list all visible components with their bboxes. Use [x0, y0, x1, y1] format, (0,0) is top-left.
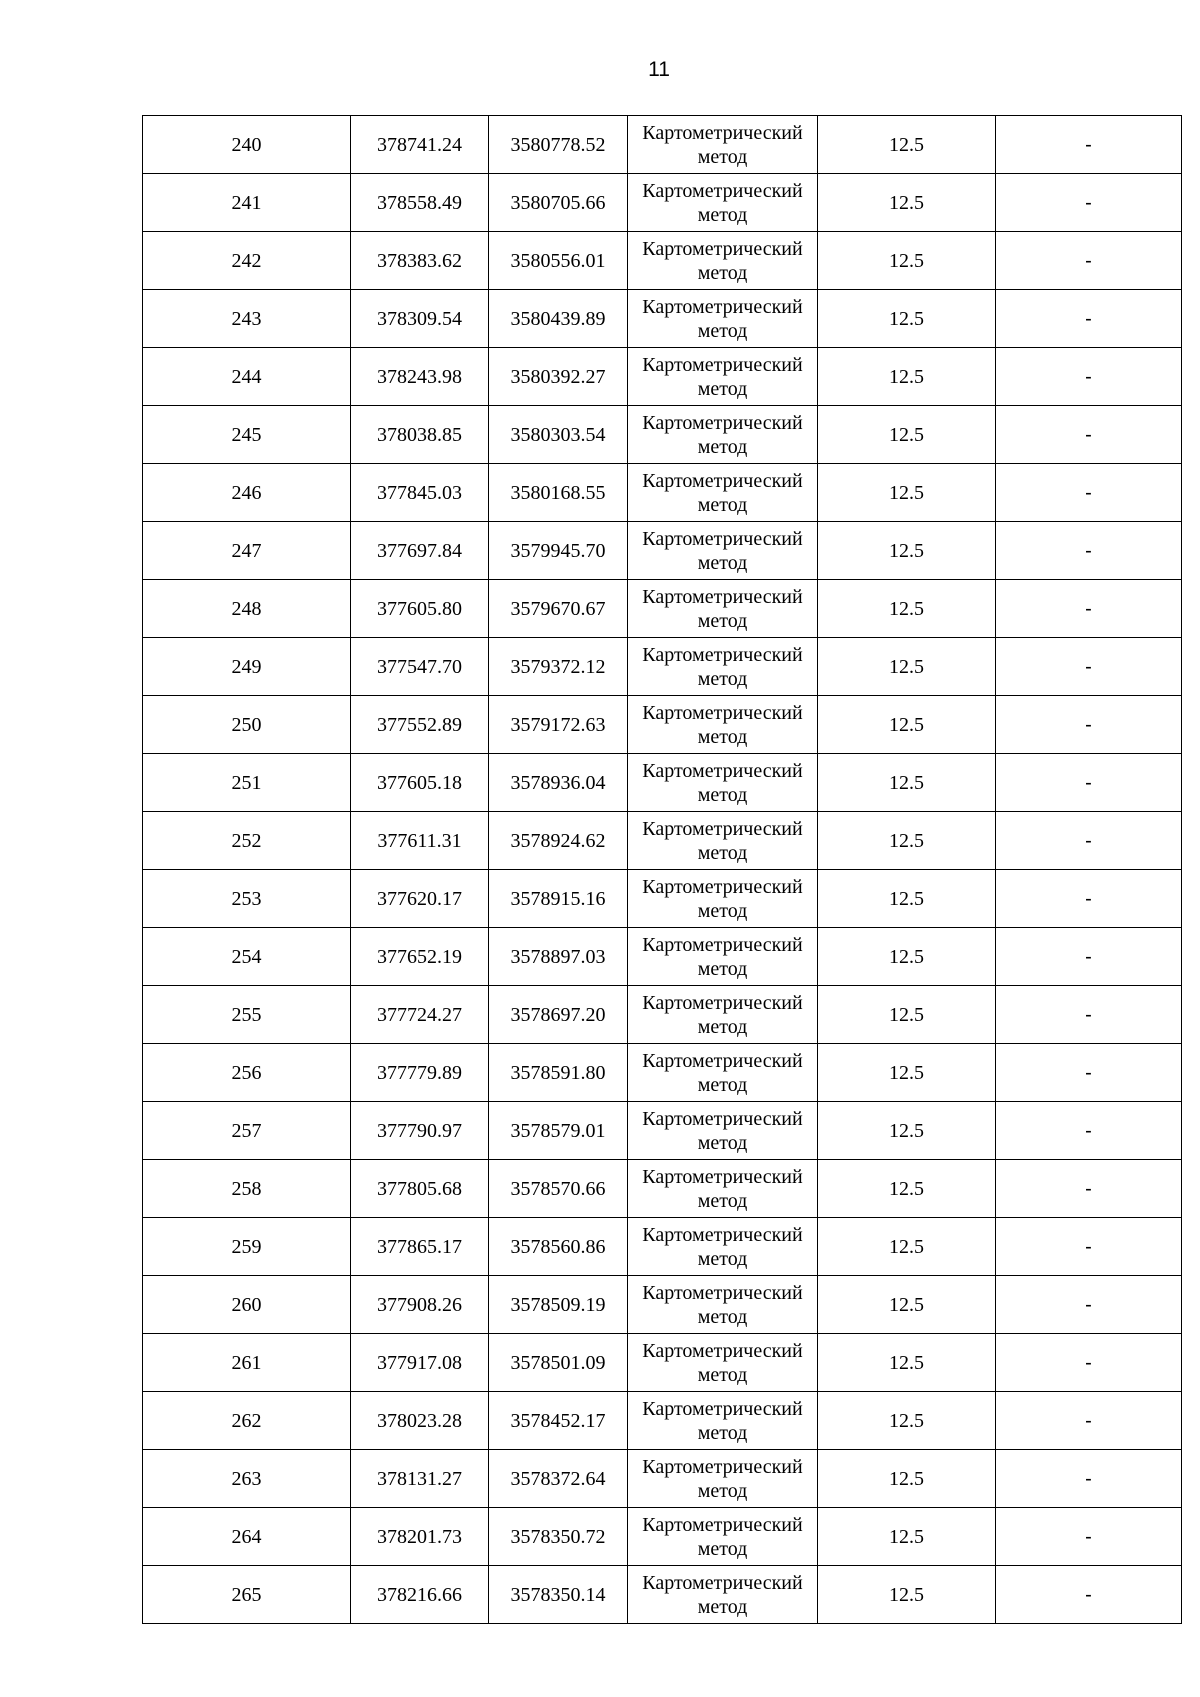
- x-coordinate-cell: 378038.85: [351, 406, 489, 464]
- method-line-2: метод: [697, 1073, 748, 1096]
- x-coordinate-cell: 377865.17: [351, 1218, 489, 1276]
- method-line-2: метод: [697, 1247, 748, 1270]
- method-line-1: Картометрический: [642, 701, 803, 724]
- accuracy-cell: 12.5: [818, 522, 996, 580]
- table-row: [143, 1566, 1182, 1624]
- table-row: [143, 638, 1182, 696]
- x-coordinate-cell: 377805.68: [351, 1160, 489, 1218]
- method-line-2: метод: [697, 1421, 748, 1444]
- table-row: [143, 696, 1182, 754]
- point-number-cell: 261: [143, 1334, 351, 1392]
- method-line-2: метод: [697, 1363, 748, 1386]
- point-number-cell: 257: [143, 1102, 351, 1160]
- x-coordinate-cell: 377652.19: [351, 928, 489, 986]
- point-number-cell: 252: [143, 812, 351, 870]
- point-number-cell: 242: [143, 232, 351, 290]
- method-line-1: Картометрический: [642, 179, 803, 202]
- method-cell: [628, 232, 818, 290]
- method-cell: [628, 1334, 818, 1392]
- method-line-1: Картометрический: [642, 121, 803, 144]
- accuracy-cell: 12.5: [818, 1276, 996, 1334]
- method-line-2: метод: [697, 957, 748, 980]
- method-cell: [628, 696, 818, 754]
- accuracy-cell: 12.5: [818, 986, 996, 1044]
- method-line-2: метод: [697, 1131, 748, 1154]
- table-row: [143, 1276, 1182, 1334]
- method-line-1: Картометрический: [642, 527, 803, 550]
- point-number-cell: 250: [143, 696, 351, 754]
- point-number-cell: 245: [143, 406, 351, 464]
- accuracy-cell: 12.5: [818, 1334, 996, 1392]
- y-coordinate-cell: 3578501.09: [489, 1334, 628, 1392]
- method-line-2: метод: [697, 493, 748, 516]
- method-line-1: Картометрический: [642, 643, 803, 666]
- method-line-1: Картометрический: [642, 991, 803, 1014]
- method-cell: [628, 1160, 818, 1218]
- note-cell: -: [996, 580, 1182, 638]
- method-line-2: метод: [697, 667, 748, 690]
- y-coordinate-cell: 3578924.62: [489, 812, 628, 870]
- method-cell: [628, 1044, 818, 1102]
- note-cell: -: [996, 986, 1182, 1044]
- method-cell: [628, 1566, 818, 1624]
- method-line-2: метод: [697, 609, 748, 632]
- method-line-2: метод: [697, 319, 748, 342]
- y-coordinate-cell: 3578372.64: [489, 1450, 628, 1508]
- y-coordinate-cell: 3578350.14: [489, 1566, 628, 1624]
- x-coordinate-cell: 377547.70: [351, 638, 489, 696]
- accuracy-cell: 12.5: [818, 1450, 996, 1508]
- method-line-1: Картометрический: [642, 295, 803, 318]
- method-line-2: метод: [697, 783, 748, 806]
- y-coordinate-cell: 3578452.17: [489, 1392, 628, 1450]
- method-line-2: метод: [697, 841, 748, 864]
- x-coordinate-cell: 378383.62: [351, 232, 489, 290]
- y-coordinate-cell: 3578591.80: [489, 1044, 628, 1102]
- method-line-2: метод: [697, 1305, 748, 1328]
- note-cell: -: [996, 522, 1182, 580]
- x-coordinate-cell: 377790.97: [351, 1102, 489, 1160]
- x-coordinate-cell: 378741.24: [351, 116, 489, 174]
- note-cell: -: [996, 638, 1182, 696]
- note-cell: -: [996, 696, 1182, 754]
- x-coordinate-cell: 377845.03: [351, 464, 489, 522]
- accuracy-cell: 12.5: [818, 464, 996, 522]
- y-coordinate-cell: 3579172.63: [489, 696, 628, 754]
- page-number: 11: [648, 58, 670, 81]
- x-coordinate-cell: 377917.08: [351, 1334, 489, 1392]
- y-coordinate-cell: 3580778.52: [489, 116, 628, 174]
- accuracy-cell: 12.5: [818, 406, 996, 464]
- point-number-cell: 254: [143, 928, 351, 986]
- method-line-1: Картометрический: [642, 933, 803, 956]
- accuracy-cell: 12.5: [818, 754, 996, 812]
- point-number-cell: 244: [143, 348, 351, 406]
- x-coordinate-cell: 377620.17: [351, 870, 489, 928]
- point-number-cell: 247: [143, 522, 351, 580]
- table-row: [143, 1334, 1182, 1392]
- point-number-cell: 240: [143, 116, 351, 174]
- note-cell: -: [996, 174, 1182, 232]
- accuracy-cell: 12.5: [818, 116, 996, 174]
- method-cell: [628, 1508, 818, 1566]
- table-row: [143, 928, 1182, 986]
- point-number-cell: 262: [143, 1392, 351, 1450]
- method-line-2: метод: [697, 145, 748, 168]
- method-line-1: Картометрический: [642, 1571, 803, 1594]
- x-coordinate-cell: 378201.73: [351, 1508, 489, 1566]
- table-row: [143, 1218, 1182, 1276]
- method-line-1: Картометрический: [642, 1339, 803, 1362]
- table-row: [143, 174, 1182, 232]
- accuracy-cell: 12.5: [818, 1508, 996, 1566]
- table-row: [143, 116, 1182, 174]
- method-cell: [628, 348, 818, 406]
- table-row: [143, 290, 1182, 348]
- y-coordinate-cell: 3578915.16: [489, 870, 628, 928]
- note-cell: -: [996, 928, 1182, 986]
- table-row: [143, 1508, 1182, 1566]
- point-number-cell: 264: [143, 1508, 351, 1566]
- note-cell: -: [996, 1102, 1182, 1160]
- note-cell: -: [996, 812, 1182, 870]
- accuracy-cell: 12.5: [818, 928, 996, 986]
- method-cell: [628, 1392, 818, 1450]
- method-line-1: Картометрический: [642, 817, 803, 840]
- x-coordinate-cell: 377605.80: [351, 580, 489, 638]
- x-coordinate-cell: 377908.26: [351, 1276, 489, 1334]
- accuracy-cell: 12.5: [818, 870, 996, 928]
- table-row: [143, 1392, 1182, 1450]
- table-row: [143, 1160, 1182, 1218]
- point-number-cell: 251: [143, 754, 351, 812]
- method-cell: [628, 116, 818, 174]
- method-cell: [628, 754, 818, 812]
- method-line-2: метод: [697, 377, 748, 400]
- table-row: [143, 1450, 1182, 1508]
- point-number-cell: 259: [143, 1218, 351, 1276]
- y-coordinate-cell: 3580705.66: [489, 174, 628, 232]
- point-number-cell: 249: [143, 638, 351, 696]
- y-coordinate-cell: 3578350.72: [489, 1508, 628, 1566]
- method-line-2: метод: [697, 435, 748, 458]
- table-row: [143, 812, 1182, 870]
- method-line-2: метод: [697, 261, 748, 284]
- note-cell: -: [996, 290, 1182, 348]
- point-number-cell: 241: [143, 174, 351, 232]
- x-coordinate-cell: 377605.18: [351, 754, 489, 812]
- method-line-2: метод: [697, 203, 748, 226]
- table-row: [143, 580, 1182, 638]
- x-coordinate-cell: 378216.66: [351, 1566, 489, 1624]
- method-cell: [628, 1450, 818, 1508]
- accuracy-cell: 12.5: [818, 290, 996, 348]
- method-line-1: Картометрический: [642, 585, 803, 608]
- accuracy-cell: 12.5: [818, 348, 996, 406]
- method-cell: [628, 174, 818, 232]
- method-line-2: метод: [697, 725, 748, 748]
- point-number-cell: 243: [143, 290, 351, 348]
- method-line-1: Картометрический: [642, 875, 803, 898]
- point-number-cell: 265: [143, 1566, 351, 1624]
- note-cell: -: [996, 1218, 1182, 1276]
- table-row: [143, 348, 1182, 406]
- note-cell: -: [996, 1566, 1182, 1624]
- accuracy-cell: 12.5: [818, 638, 996, 696]
- point-number-cell: 256: [143, 1044, 351, 1102]
- note-cell: -: [996, 232, 1182, 290]
- method-line-1: Картометрический: [642, 1397, 803, 1420]
- note-cell: -: [996, 1392, 1182, 1450]
- method-line-1: Картометрический: [642, 1513, 803, 1536]
- table-row: [143, 464, 1182, 522]
- note-cell: -: [996, 1160, 1182, 1218]
- x-coordinate-cell: 377724.27: [351, 986, 489, 1044]
- accuracy-cell: 12.5: [818, 1160, 996, 1218]
- y-coordinate-cell: 3578570.66: [489, 1160, 628, 1218]
- method-line-2: метод: [697, 1015, 748, 1038]
- point-number-cell: 253: [143, 870, 351, 928]
- note-cell: -: [996, 1044, 1182, 1102]
- x-coordinate-cell: 378023.28: [351, 1392, 489, 1450]
- method-cell: [628, 638, 818, 696]
- y-coordinate-cell: 3580303.54: [489, 406, 628, 464]
- method-line-1: Картометрический: [642, 1223, 803, 1246]
- method-line-1: Картометрический: [642, 237, 803, 260]
- y-coordinate-cell: 3579945.70: [489, 522, 628, 580]
- method-line-1: Картометрический: [642, 1281, 803, 1304]
- y-coordinate-cell: 3579372.12: [489, 638, 628, 696]
- table-row: [143, 1044, 1182, 1102]
- accuracy-cell: 12.5: [818, 1392, 996, 1450]
- accuracy-cell: 12.5: [818, 1044, 996, 1102]
- point-number-cell: 255: [143, 986, 351, 1044]
- x-coordinate-cell: 378243.98: [351, 348, 489, 406]
- y-coordinate-cell: 3580556.01: [489, 232, 628, 290]
- note-cell: -: [996, 1450, 1182, 1508]
- method-line-2: метод: [697, 1595, 748, 1618]
- point-number-cell: 248: [143, 580, 351, 638]
- point-number-cell: 260: [143, 1276, 351, 1334]
- note-cell: -: [996, 1334, 1182, 1392]
- method-line-2: метод: [697, 1537, 748, 1560]
- note-cell: -: [996, 1276, 1182, 1334]
- y-coordinate-cell: 3578560.86: [489, 1218, 628, 1276]
- method-cell: [628, 406, 818, 464]
- method-line-1: Картометрический: [642, 353, 803, 376]
- note-cell: -: [996, 1508, 1182, 1566]
- note-cell: -: [996, 754, 1182, 812]
- x-coordinate-cell: 378558.49: [351, 174, 489, 232]
- method-cell: [628, 464, 818, 522]
- method-line-1: Картометрический: [642, 1455, 803, 1478]
- point-number-cell: 258: [143, 1160, 351, 1218]
- y-coordinate-cell: 3580168.55: [489, 464, 628, 522]
- method-line-1: Картометрический: [642, 411, 803, 434]
- method-cell: [628, 1102, 818, 1160]
- method-line-1: Картометрический: [642, 1107, 803, 1130]
- table-row: [143, 232, 1182, 290]
- method-line-2: метод: [697, 899, 748, 922]
- y-coordinate-cell: 3578697.20: [489, 986, 628, 1044]
- method-line-1: Картометрический: [642, 759, 803, 782]
- accuracy-cell: 12.5: [818, 1102, 996, 1160]
- accuracy-cell: 12.5: [818, 696, 996, 754]
- method-cell: [628, 986, 818, 1044]
- x-coordinate-cell: 378309.54: [351, 290, 489, 348]
- y-coordinate-cell: 3578579.01: [489, 1102, 628, 1160]
- method-cell: [628, 522, 818, 580]
- table-row: [143, 522, 1182, 580]
- method-cell: [628, 1276, 818, 1334]
- coordinates-table: [142, 115, 1182, 1624]
- method-line-2: метод: [697, 551, 748, 574]
- accuracy-cell: 12.5: [818, 174, 996, 232]
- method-cell: [628, 580, 818, 638]
- note-cell: -: [996, 116, 1182, 174]
- table-row: [143, 986, 1182, 1044]
- method-line-2: метод: [697, 1479, 748, 1502]
- method-cell: [628, 928, 818, 986]
- method-cell: [628, 870, 818, 928]
- x-coordinate-cell: 377779.89: [351, 1044, 489, 1102]
- table-row: [143, 406, 1182, 464]
- method-cell: [628, 1218, 818, 1276]
- accuracy-cell: 12.5: [818, 580, 996, 638]
- x-coordinate-cell: 377611.31: [351, 812, 489, 870]
- y-coordinate-cell: 3580392.27: [489, 348, 628, 406]
- method-line-1: Картометрический: [642, 1049, 803, 1072]
- note-cell: -: [996, 406, 1182, 464]
- method-cell: [628, 812, 818, 870]
- accuracy-cell: 12.5: [818, 232, 996, 290]
- x-coordinate-cell: 377697.84: [351, 522, 489, 580]
- accuracy-cell: 12.5: [818, 1566, 996, 1624]
- table-row: [143, 754, 1182, 812]
- y-coordinate-cell: 3580439.89: [489, 290, 628, 348]
- y-coordinate-cell: 3578936.04: [489, 754, 628, 812]
- table-row: [143, 870, 1182, 928]
- point-number-cell: 246: [143, 464, 351, 522]
- method-line-1: Картометрический: [642, 1165, 803, 1188]
- x-coordinate-cell: 377552.89: [351, 696, 489, 754]
- note-cell: -: [996, 464, 1182, 522]
- method-line-1: Картометрический: [642, 469, 803, 492]
- coordinates-table-body: [143, 116, 1182, 1624]
- x-coordinate-cell: 378131.27: [351, 1450, 489, 1508]
- method-cell: [628, 290, 818, 348]
- note-cell: -: [996, 348, 1182, 406]
- y-coordinate-cell: 3579670.67: [489, 580, 628, 638]
- accuracy-cell: 12.5: [818, 812, 996, 870]
- y-coordinate-cell: 3578897.03: [489, 928, 628, 986]
- point-number-cell: 263: [143, 1450, 351, 1508]
- table-row: [143, 1102, 1182, 1160]
- note-cell: -: [996, 870, 1182, 928]
- accuracy-cell: 12.5: [818, 1218, 996, 1276]
- method-line-2: метод: [697, 1189, 748, 1212]
- y-coordinate-cell: 3578509.19: [489, 1276, 628, 1334]
